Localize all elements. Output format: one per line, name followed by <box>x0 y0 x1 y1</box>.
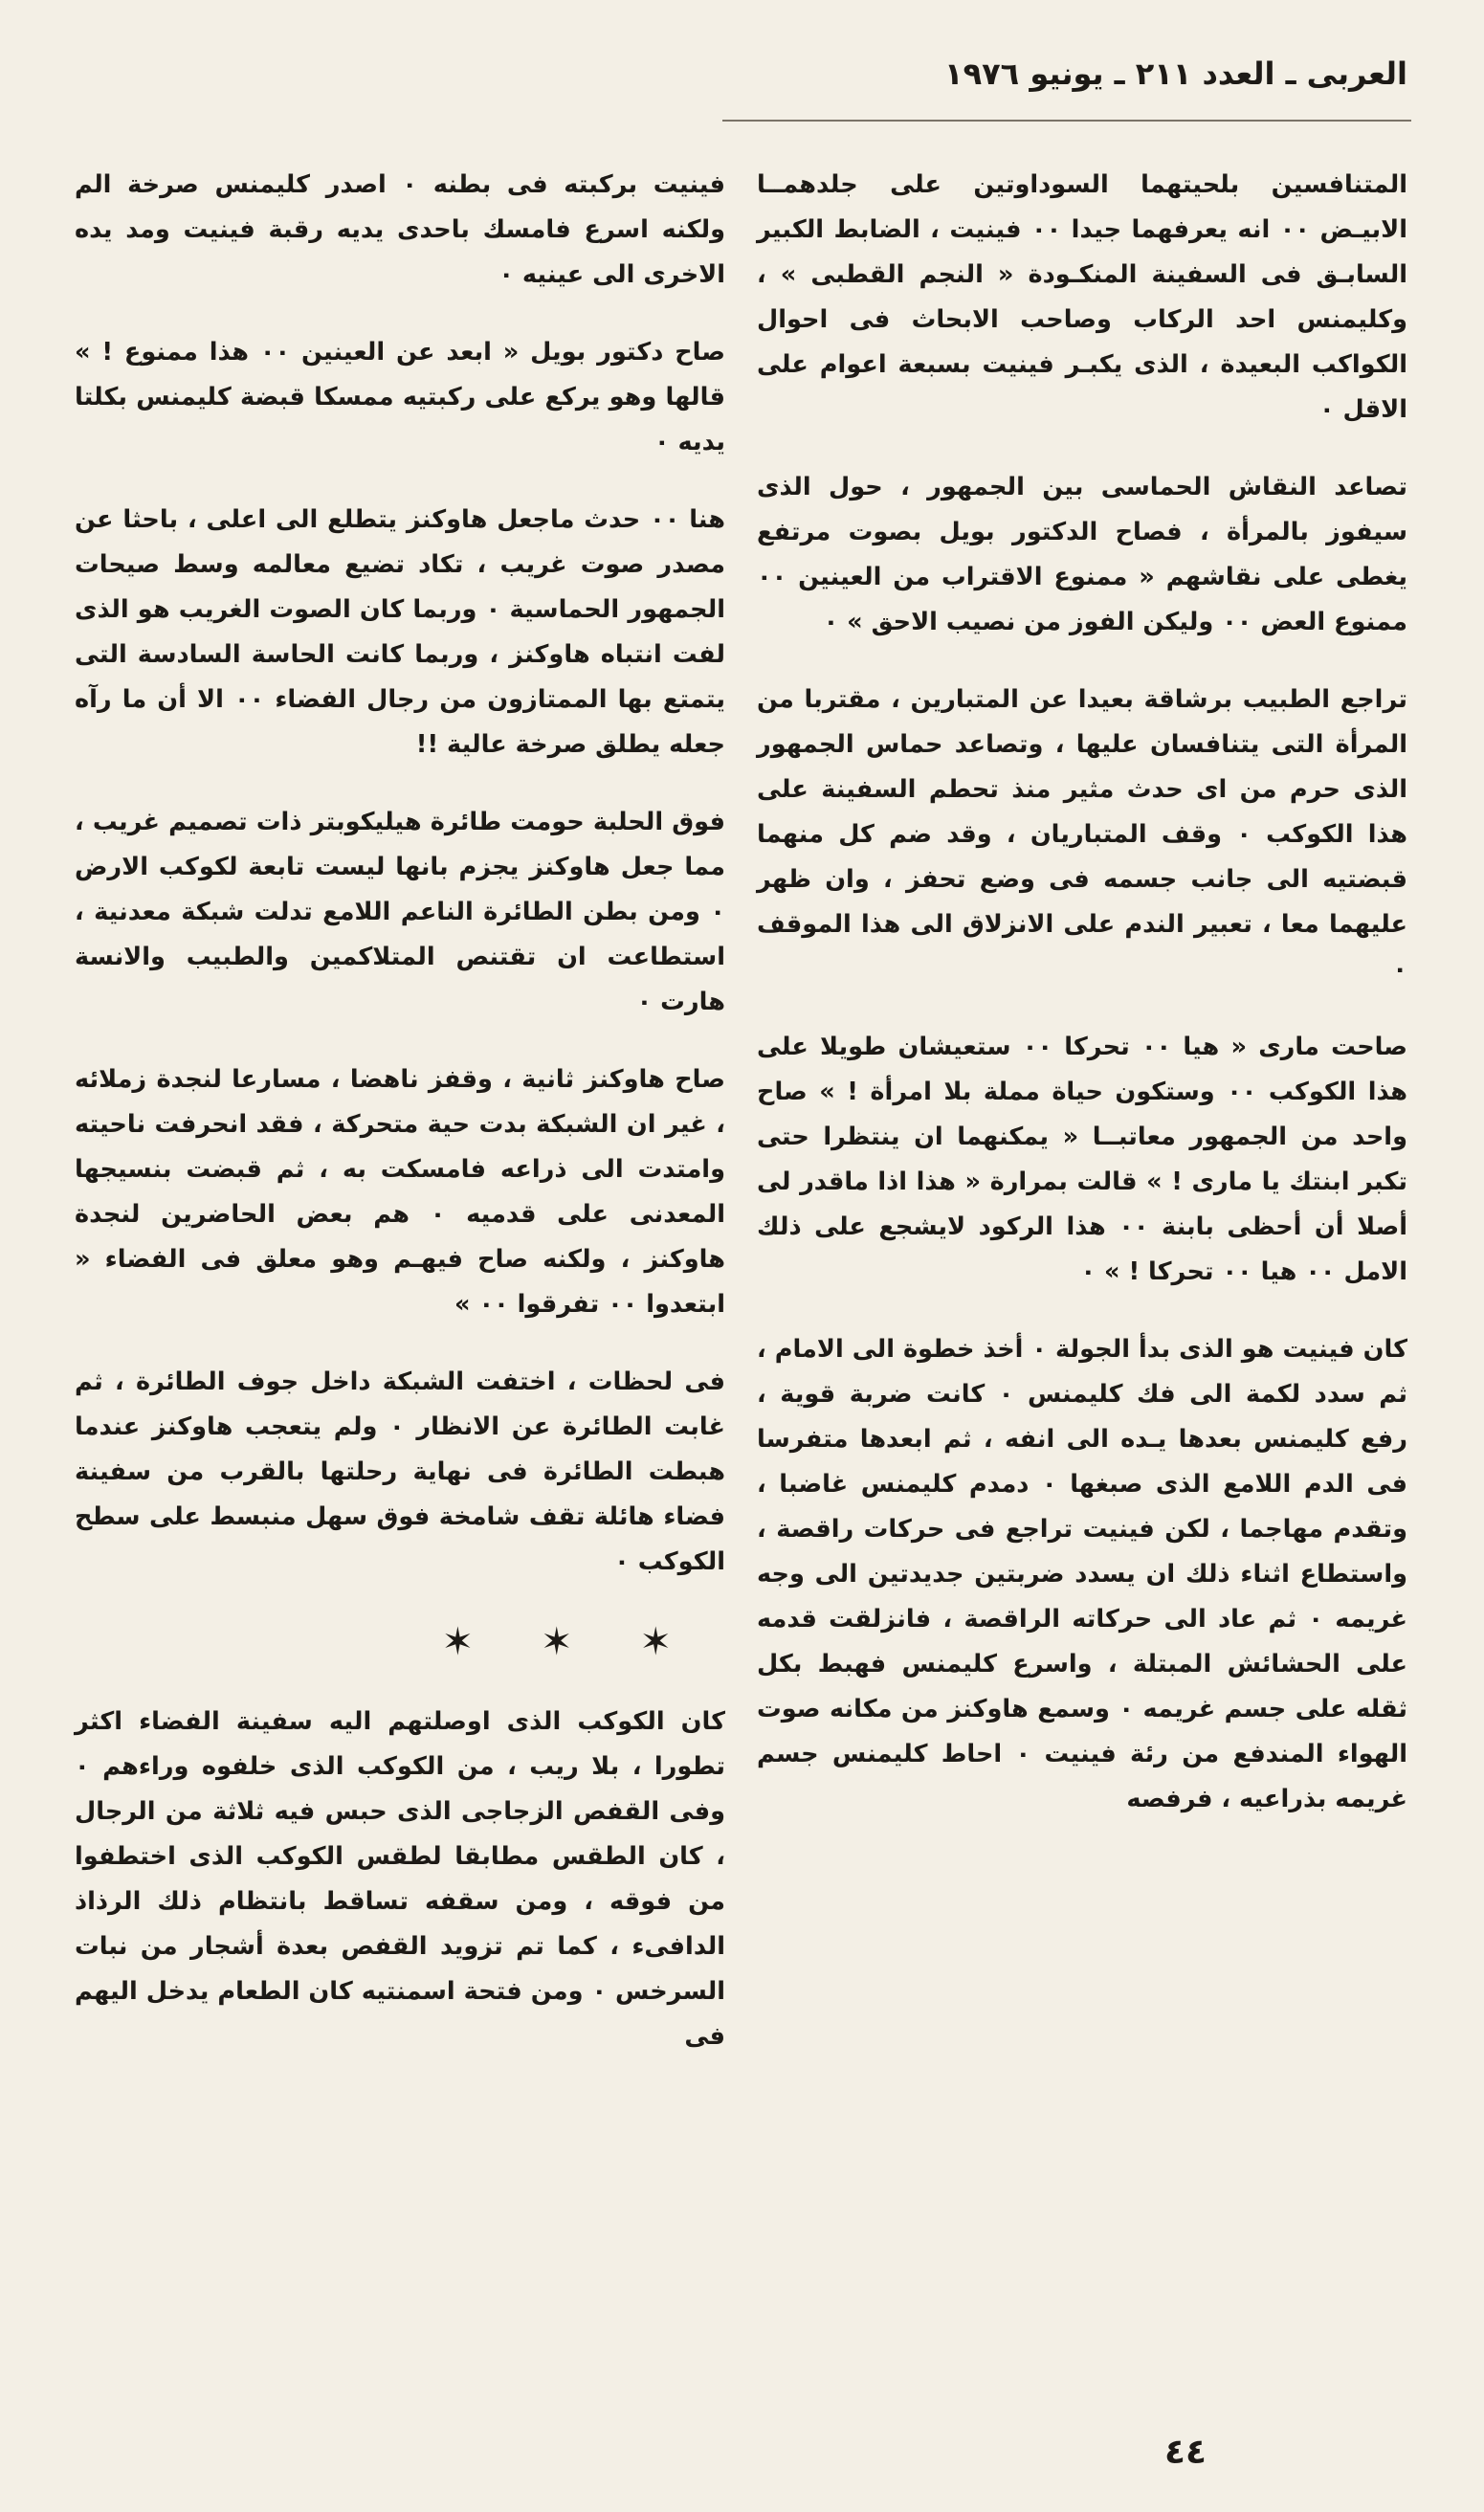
paragraph: هنا ٠٠ حدث ماجعل هاوكنز يتطلع الى اعلى ، باحثا عن مصدر صوت غريب ، تكاد تضيع معالمه وسط صيحات الجمهور الحماسية ٠ وربما كان الصوت الغريب هو الذى لفت انتباه هاوكنز ، وربما كانت الحاسة السادسة التى يتمتع بها الممتازون من رجال الفضاء ٠٠ الا أن ما رآه جعله يطلق صرخة عالية !! <box>75 505 726 759</box>
paragraph: تصاعد النقاش الحماسى بين الجمهور ، حول الذى سيفوز بالمرأة ، فصاح الدكتور بويل بصوت مرتفع يغطى على نقاشهم « ممنوع الاقتراب من العينين ٠٠ ممنوع العض ٠٠ وليكن الفوز من نصيب الاحق » ٠ <box>757 473 1407 636</box>
paragraph: كان فينيت هو الذى بدأ الجولة ٠ أخذ خطوة الى الامام ، ثم سدد لكمة الى فك كليمنس ٠ كانت ضربة قوية ، رفع كليمنس بعدها يـده الى انفه ، ثم ابعدها متفرسا فى الدم اللامع الذى صبغها ٠ دمدم كليمنس غاضبا ، وتقدم مهاجما ، لكن فينيت تراجع فى حركات راقصة ، واستطاع اثناء ذلك ان يسدد ضربتين جديدتين الى وجه غريمه ٠ ثم عاد الى حركاته الراقصة ، فانزلقت قدمه على الحشائش المبتلة ، واسرع كليمنس فهبط بكل ثقله على جسم غريمه ٠ وسمع هاوكنز من مكانه صوت الهواء المندفع من رئة فينيت ٠ احاط كليمنس جسم غريمه بذراعيه ، فرفصه <box>757 1335 1407 1813</box>
paragraph: المتنافسين بلحيتهما السوداوتين على جلدهمــا الابيـض ٠٠ انه يعرفهما جيدا ٠٠ فينيت ، الضابط الكبير السابـق فى السفينة المنكـودة « النجم القطبى » ، وكليمنس احد الركاب وصاحب الابحاث فى احوال الكواكب البعيدة ، الذى يكبـر فينيت بسبعة اعوام على الاقل ٠ <box>757 170 1407 424</box>
text-column-left <box>75 163 725 2059</box>
header-rule <box>722 120 1411 122</box>
running-header: العربى ـ العدد ٢١١ ـ يونيو ١٩٧٦ <box>944 56 1407 92</box>
paragraph: فوق الحلبة حومت طائرة هيليكوبتر ذات تصميم غريب ، مما جعل هاوكنز يجزم بانها ليست تابعة لكوكب الارض ٠ ومن بطن الطائرة الناعم اللامع تدلت شبكة معدنية ، استطاعت ان تقتنص المتلاكمين والطبيب والانسة هارت ٠ <box>75 808 725 1016</box>
text-column-right <box>757 163 1407 1822</box>
paragraph: صاحت مارى « هيا ٠٠ تحركا ٠٠ ستعيشان طويلا على هذا الكوكب ٠٠ وستكون حياة مملة بلا امرأة ! » صاح واحد من الجمهور معاتبــا « يمكنهما ان ينتظرا حتى تكبر ابنتك يا مارى ! » قالت بمرارة « هذا اذا ماقدر لى أصلا أن أحظى بابنة ٠٠ هذا الركود لايشجع على ذلك الامل ٠٠ هيا ٠٠ تحركا ! » ٠ <box>757 1033 1408 1286</box>
page-number: ٤٤ <box>1164 2433 1207 2472</box>
paragraph: صاح هاوكنز ثانية ، وقفز ناهضا ، مسارعا لنجدة زملائه ، غير ان الشبكة بدت حية متحركة ، فقد انحرفت ناحيته وامتدت الى ذراعه فامسكت به ، ثم قبضت بنسيجها المعدنى على قدميه ٠ هم بعض الحاضرين لنجدة هاوكنز ، ولكنه صاح فيهـم وهو معلق فى الفضاء « ابتعدوا ٠٠ تفرقوا ٠٠ » <box>75 1065 725 1319</box>
paragraph: تراجع الطبيب برشاقة بعيدا عن المتبارين ، مقتربا من المرأة التى يتنافسان عليها ، وتصاعد حماس الجمهور الذى حرم من اى حدث مثير منذ تحطم السفينة على هذا الكوكب ٠ وقف المتباريان ، وقد ضم كل منهما قبضتيه الى جانب جسمه فى وضع تحفز ، وان ظهر عليهما معا ، تعبير الندم على الانزلاق الى هذا الموقف ٠ <box>757 685 1408 984</box>
section-divider: ✶ ✶ ✶ <box>441 1620 698 1664</box>
paragraph: فى لحظات ، اختفت الشبكة داخل جوف الطائرة ، ثم غابت الطائرة عن الانظار ٠ ولم يتعجب هاوكنز عندما هبطت الطائرة فى نهاية رحلتها بالقرب من سفينة فضاء هائلة تقف شامخة فوق سهل منبسط على سطح الكوكب ٠ <box>75 1367 725 1576</box>
paragraph: فينيت بركبته فى بطنه ٠ اصدر كليمنس صرخة الم ولكنه اسرع فامسك باحدى يديه رقبة فينيت ومد يده الاخرى الى عينيه ٠ <box>75 170 725 289</box>
paragraph: صاح دكتور بويل « ابعد عن العينين ٠٠ هذا ممنوع ! » قالها وهو يركع على ركبتيه ممسكا قبضة كليمنس بكلتا يديه ٠ <box>75 338 725 456</box>
paragraph: كان الكوكب الذى اوصلتهم اليه سفينة الفضاء اكثر تطورا ، بلا ريب ، من الكوكب الذى خلفوه وراءهم ٠ وفى القفص الزجاجى الذى حبس فيه ثلاثة من الرجال ، كان الطقس مطابقا لطقس الكوكب الذى اختطفوا من فوقه ، ومن سقفه تساقط بانتظام ذلك الرذاذ الدافىء ، كما تم تزويد القفص بعدة أشجار من نبات السرخس ٠ ومن فتحة اسمنتيه كان الطعام يدخل اليهم فى <box>75 1707 725 2051</box>
